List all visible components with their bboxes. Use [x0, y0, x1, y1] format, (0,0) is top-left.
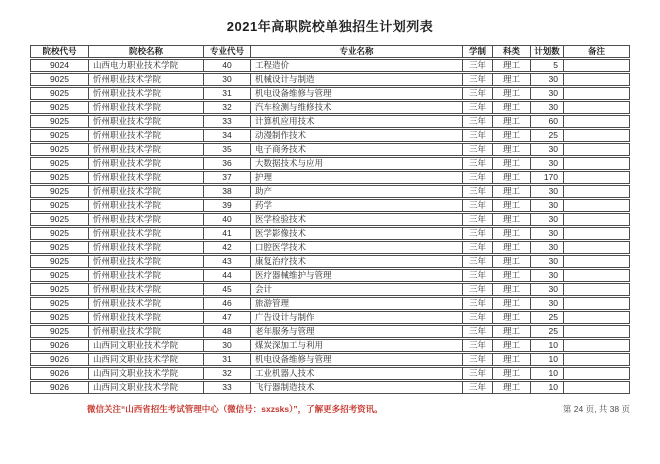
table-row	[30, 381, 630, 394]
enrollment-plan-table	[30, 44, 630, 395]
table-row	[30, 143, 630, 156]
table-cell: 医学影像技术	[250, 227, 462, 240]
table-cell: 三年	[462, 59, 492, 72]
table-row	[30, 241, 630, 254]
table-cell: 30	[530, 213, 563, 226]
table-cell: 9025	[30, 87, 88, 100]
table-cell: 康复治疗技术	[250, 255, 462, 268]
table-cell	[563, 101, 630, 114]
table-cell: 老年服务与管理	[250, 325, 462, 338]
table-cell	[563, 73, 630, 86]
table-cell: 计算机应用技术	[250, 115, 462, 128]
table-row	[30, 283, 630, 296]
table-cell: 理工	[492, 311, 530, 324]
table-cell: 30	[530, 143, 563, 156]
table-cell: 9025	[30, 171, 88, 184]
table-cell: 理工	[492, 143, 530, 156]
table-cell: 三年	[462, 283, 492, 296]
table-cell: 机械设计与制造	[250, 73, 462, 86]
table-cell: 山西同文职业技术学院	[88, 339, 203, 352]
table-cell: 理工	[492, 353, 530, 366]
table-cell: 理工	[492, 227, 530, 240]
table-cell: 30	[203, 73, 250, 86]
column-header-category: 科类	[492, 45, 530, 58]
table-cell: 三年	[462, 199, 492, 212]
table-cell: 9024	[30, 59, 88, 72]
table-cell: 三年	[462, 129, 492, 142]
table-cell: 三年	[462, 241, 492, 254]
table-cell: 旅游管理	[250, 297, 462, 310]
table-cell: 44	[203, 269, 250, 282]
table-cell: 30	[530, 241, 563, 254]
table-cell: 理工	[492, 185, 530, 198]
table-cell: 忻州职业技术学院	[88, 213, 203, 226]
table-cell: 大数据技术与应用	[250, 157, 462, 170]
table-cell	[563, 367, 630, 380]
table-row	[30, 353, 630, 366]
table-cell	[563, 171, 630, 184]
column-header-plan-count: 计划数	[530, 45, 563, 58]
table-cell: 9026	[30, 367, 88, 380]
table-row	[30, 255, 630, 268]
table-row	[30, 115, 630, 128]
table-cell: 忻州职业技术学院	[88, 129, 203, 142]
table-cell: 忻州职业技术学院	[88, 199, 203, 212]
table-cell: 工程造价	[250, 59, 462, 72]
table-cell: 山西同文职业技术学院	[88, 381, 203, 394]
table-cell	[563, 283, 630, 296]
table-cell: 飞行器制造技术	[250, 381, 462, 394]
table-cell: 山西同文职业技术学院	[88, 353, 203, 366]
table-cell: 忻州职业技术学院	[88, 227, 203, 240]
table-cell: 口腔医学技术	[250, 241, 462, 254]
table-cell: 忻州职业技术学院	[88, 325, 203, 338]
table-cell: 理工	[492, 87, 530, 100]
table-cell: 三年	[462, 73, 492, 86]
table-cell: 30	[530, 269, 563, 282]
table-row	[30, 227, 630, 240]
table-cell: 37	[203, 171, 250, 184]
table-cell: 46	[203, 297, 250, 310]
table-header-row	[30, 45, 630, 58]
table-cell	[563, 353, 630, 366]
table-cell: 电子商务技术	[250, 143, 462, 156]
table-cell: 忻州职业技术学院	[88, 269, 203, 282]
table-cell: 30	[530, 297, 563, 310]
table-cell: 山西电力职业技术学院	[88, 59, 203, 72]
table-cell: 31	[203, 353, 250, 366]
table-row	[30, 325, 630, 338]
table-cell: 理工	[492, 255, 530, 268]
table-cell: 9026	[30, 339, 88, 352]
table-cell	[563, 157, 630, 170]
table-cell: 忻州职业技术学院	[88, 241, 203, 254]
table-cell	[563, 269, 630, 282]
table-cell: 25	[530, 311, 563, 324]
table-cell	[563, 325, 630, 338]
table-cell: 三年	[462, 87, 492, 100]
table-cell: 三年	[462, 101, 492, 114]
table-cell: 理工	[492, 367, 530, 380]
table-cell: 30	[530, 157, 563, 170]
table-cell: 三年	[462, 269, 492, 282]
page-title: 2021年高职院校单独招生计划列表	[226, 19, 434, 34]
table-cell: 忻州职业技术学院	[88, 255, 203, 268]
table-cell	[563, 255, 630, 268]
table-row	[30, 297, 630, 310]
table-cell: 30	[530, 101, 563, 114]
table-cell: 9025	[30, 213, 88, 226]
table-cell	[563, 59, 630, 72]
table-cell	[563, 311, 630, 324]
table-cell	[563, 115, 630, 128]
table-cell: 9026	[30, 353, 88, 366]
table-cell: 护理	[250, 171, 462, 184]
table-cell: 30	[530, 185, 563, 198]
table-cell: 忻州职业技术学院	[88, 87, 203, 100]
table-row	[30, 311, 630, 324]
table-cell: 理工	[492, 199, 530, 212]
table-cell: 10	[530, 353, 563, 366]
table-cell: 32	[203, 101, 250, 114]
table-row	[30, 101, 630, 114]
table-cell: 忻州职业技术学院	[88, 101, 203, 114]
table-cell: 山西同文职业技术学院	[88, 367, 203, 380]
table-cell: 理工	[492, 129, 530, 142]
table-cell: 43	[203, 255, 250, 268]
table-row	[30, 87, 630, 100]
page-number-text: 第 24 页, 共 38 页	[562, 404, 630, 414]
table-body	[30, 59, 630, 394]
table-cell: 30	[530, 283, 563, 296]
table-cell: 工业机器人技术	[250, 367, 462, 380]
table-cell: 忻州职业技术学院	[88, 73, 203, 86]
column-header-duration: 学制	[462, 45, 492, 58]
table-cell: 33	[203, 381, 250, 394]
table-cell: 理工	[492, 101, 530, 114]
table-cell: 忻州职业技术学院	[88, 171, 203, 184]
table-cell: 10	[530, 339, 563, 352]
table-cell: 9025	[30, 241, 88, 254]
table-cell: 9025	[30, 269, 88, 282]
table-cell: 32	[203, 367, 250, 380]
table-cell: 34	[203, 129, 250, 142]
table-cell: 汽车检测与维修技术	[250, 101, 462, 114]
table-row	[30, 367, 630, 380]
table-cell: 三年	[462, 339, 492, 352]
table-cell: 理工	[492, 115, 530, 128]
table-cell: 9025	[30, 143, 88, 156]
table-cell: 理工	[492, 269, 530, 282]
table-cell: 9025	[30, 311, 88, 324]
page-footer	[30, 403, 630, 415]
table-cell: 药学	[250, 199, 462, 212]
table-cell: 三年	[462, 255, 492, 268]
table-cell: 忻州职业技术学院	[88, 143, 203, 156]
table-cell	[563, 339, 630, 352]
table-cell: 三年	[462, 185, 492, 198]
table-cell: 9025	[30, 129, 88, 142]
table-cell: 9025	[30, 101, 88, 114]
table-cell	[563, 143, 630, 156]
table-cell: 会计	[250, 283, 462, 296]
table-cell: 33	[203, 115, 250, 128]
table-cell: 9025	[30, 255, 88, 268]
table-cell: 9025	[30, 115, 88, 128]
table-cell: 36	[203, 157, 250, 170]
table-cell: 理工	[492, 73, 530, 86]
table-cell: 38	[203, 185, 250, 198]
table-cell: 9025	[30, 297, 88, 310]
table-cell: 9026	[30, 381, 88, 394]
table-cell: 30	[530, 87, 563, 100]
table-cell: 煤炭深加工与利用	[250, 339, 462, 352]
table-cell: 10	[530, 367, 563, 380]
table-cell	[563, 227, 630, 240]
table-cell: 9025	[30, 227, 88, 240]
table-cell: 理工	[492, 297, 530, 310]
table-cell: 理工	[492, 283, 530, 296]
table-cell: 30	[530, 227, 563, 240]
table-cell: 40	[203, 213, 250, 226]
table-cell: 9025	[30, 185, 88, 198]
table-cell: 忻州职业技术学院	[88, 115, 203, 128]
table-cell: 理工	[492, 213, 530, 226]
table-cell	[563, 185, 630, 198]
table-cell: 30	[530, 255, 563, 268]
table-cell	[563, 87, 630, 100]
table-cell: 48	[203, 325, 250, 338]
table-cell: 忻州职业技术学院	[88, 297, 203, 310]
table-cell: 广告设计与制作	[250, 311, 462, 324]
table-cell: 理工	[492, 241, 530, 254]
table-cell: 10	[530, 381, 563, 394]
table-cell: 三年	[462, 367, 492, 380]
table-cell: 30	[203, 339, 250, 352]
column-header-college-code: 院校代号	[30, 45, 88, 58]
table-cell: 5	[530, 59, 563, 72]
column-header-college-name: 院校名称	[88, 45, 203, 58]
table-cell	[563, 213, 630, 226]
table-cell: 47	[203, 311, 250, 324]
table-cell	[563, 241, 630, 254]
table-row	[30, 129, 630, 142]
table-row	[30, 199, 630, 212]
wechat-notice-text: 微信关注“山西省招生考试管理中心（微信号：sxzsks）”，了解更多招考资讯。	[87, 404, 383, 414]
table-cell: 30	[530, 199, 563, 212]
table-cell: 忻州职业技术学院	[88, 283, 203, 296]
table-cell: 医学检验技术	[250, 213, 462, 226]
table-cell: 30	[530, 73, 563, 86]
table-cell: 42	[203, 241, 250, 254]
table-cell: 60	[530, 115, 563, 128]
table-cell: 170	[530, 171, 563, 184]
table-cell: 40	[203, 59, 250, 72]
table-cell: 三年	[462, 171, 492, 184]
table-cell: 机电设备维修与管理	[250, 353, 462, 366]
table-cell: 理工	[492, 381, 530, 394]
table-cell: 三年	[462, 115, 492, 128]
table-cell: 忻州职业技术学院	[88, 185, 203, 198]
table-row	[30, 269, 630, 282]
table-cell: 9025	[30, 199, 88, 212]
table-cell: 9025	[30, 325, 88, 338]
table-cell: 三年	[462, 227, 492, 240]
table-cell: 忻州职业技术学院	[88, 157, 203, 170]
table-cell: 理工	[492, 325, 530, 338]
table-cell: 45	[203, 283, 250, 296]
column-header-major-code: 专业代号	[203, 45, 250, 58]
table-cell: 三年	[462, 381, 492, 394]
table-cell: 25	[530, 129, 563, 142]
table-row	[30, 171, 630, 184]
table-cell: 31	[203, 87, 250, 100]
table-cell: 医疗器械维护与管理	[250, 269, 462, 282]
table-cell: 9025	[30, 283, 88, 296]
table-cell: 理工	[492, 339, 530, 352]
table-cell: 助产	[250, 185, 462, 198]
table-cell: 三年	[462, 297, 492, 310]
table-row	[30, 339, 630, 352]
table-cell	[563, 199, 630, 212]
table-row	[30, 213, 630, 226]
table-cell: 三年	[462, 157, 492, 170]
table-cell: 动漫制作技术	[250, 129, 462, 142]
table-row	[30, 73, 630, 86]
table-cell	[563, 297, 630, 310]
table-cell: 忻州职业技术学院	[88, 311, 203, 324]
table-cell: 三年	[462, 213, 492, 226]
table-cell: 理工	[492, 59, 530, 72]
table-row	[30, 185, 630, 198]
table-cell: 9025	[30, 73, 88, 86]
table-cell: 理工	[492, 171, 530, 184]
table-cell	[563, 381, 630, 394]
table-cell: 41	[203, 227, 250, 240]
table-cell: 理工	[492, 157, 530, 170]
table-cell	[563, 129, 630, 142]
table-cell: 9025	[30, 157, 88, 170]
table-row	[30, 157, 630, 170]
table-cell: 三年	[462, 353, 492, 366]
table-row	[30, 59, 630, 72]
table-cell: 39	[203, 199, 250, 212]
table-cell: 三年	[462, 311, 492, 324]
column-header-remarks: 备注	[563, 45, 630, 58]
column-header-major-name: 专业名称	[250, 45, 462, 58]
table-cell: 25	[530, 325, 563, 338]
table-cell: 35	[203, 143, 250, 156]
table-cell: 三年	[462, 325, 492, 338]
table-cell: 三年	[462, 143, 492, 156]
table-cell: 机电设备维修与管理	[250, 87, 462, 100]
